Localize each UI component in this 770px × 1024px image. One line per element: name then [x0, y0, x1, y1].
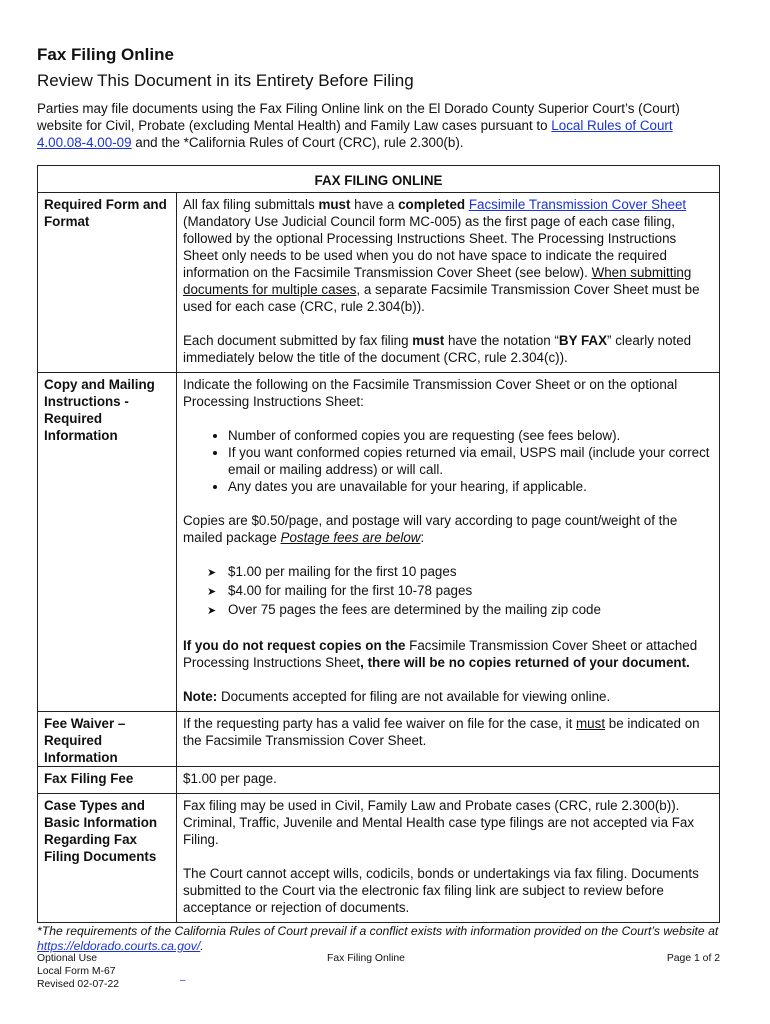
copy-mailing-content [177, 373, 720, 712]
page-title: Fax Filing Online [37, 45, 174, 64]
underlined-must: must [576, 716, 606, 731]
no-copies-paragraph [183, 637, 713, 671]
text: $4.00 for mailing for the first 10-78 pages [228, 583, 473, 598]
page-subtitle: Review This Document in its Entirety Before Filing [37, 71, 414, 90]
copy-mailing-label: Copy and Mailing Instructions - Required Information [38, 373, 177, 712]
text: *The requirements of the California Rules of Court prevail if a conflict exists with information provided on the Court’s website at [37, 924, 719, 938]
text: If the requesting party has a valid fee waiver on file for the case, it [183, 716, 577, 731]
fee-waiver-label: Fee Waiver – Required Information [38, 712, 177, 767]
arrow-bullet-icon: ➤ [207, 586, 217, 598]
footer-text: Optional Use [37, 953, 98, 964]
emphasis-must: must [412, 333, 445, 348]
underlined-text: When submitting documents for multiple cases [183, 265, 692, 297]
required-form-paragraph-2 [183, 332, 713, 366]
emphasis-by-fax: BY FAX [558, 333, 608, 348]
text: , there will be no copies returned of your document. [360, 655, 690, 670]
text: Facsimile Transmission Cover Sheet or attached Processing Instructions Sheet [183, 638, 698, 670]
document-page [37, 44, 720, 966]
intro-text-end: and the *California Rules of Court (CRC), rule 2.300(b). [131, 135, 464, 150]
arrow-bullet-icon: ➤ [207, 567, 217, 579]
text: . [200, 939, 204, 953]
fax-fee-content: $1.00 per page. [177, 767, 720, 794]
required-form-paragraph-1 [183, 196, 713, 315]
fax-filing-table [37, 165, 720, 923]
text: Each document submitted by fax filing [183, 333, 413, 348]
text: : [420, 530, 425, 545]
footnote [37, 924, 720, 954]
list-item: • Any dates you are unavailable for your hearing, if applicable. [228, 478, 713, 495]
text: $1.00 per mailing for the first 10 pages [228, 564, 457, 579]
text: be indicated on the Facsimile Transmission Cover Sheet. [183, 716, 700, 748]
copy-mailing-intro: Indicate the following on the Facsimile Transmission Cover Sheet or on the optional Processing Instructions Sheet: [183, 377, 678, 409]
footer-revised-date: Revised 02-07-22 [37, 979, 120, 990]
note-label: Note: [183, 689, 218, 704]
table-row [38, 767, 720, 794]
footer-page-number: Page 1 of 2 [666, 953, 720, 964]
table-header: FAX FILING ONLINE [38, 166, 720, 193]
footer-form-number: Local Form M-67 [37, 966, 116, 977]
table-row [38, 373, 720, 712]
table-row [38, 712, 720, 767]
court-website-link[interactable]: https://eldorado.courts.ca.gov/ [37, 939, 201, 953]
list-item [207, 601, 713, 620]
postage-fees-label: Postage fees are below [280, 530, 421, 545]
intro-text: Parties may file documents using the Fax Filing Online link on the El Dorado County Superior Court’s (Court) website for Civil, Probate (excluding Mental Health) and Family Law cases pursuant to [37, 101, 680, 133]
intro-paragraph [37, 100, 720, 151]
text: Copies are $0.50/page, and postage will vary according to page count/weight of the mailed package [183, 513, 678, 545]
footer-center: Fax Filing Online [327, 953, 405, 964]
table-row [38, 794, 720, 923]
required-form-content [177, 193, 720, 373]
required-form-label: Required Form and Format [38, 193, 177, 373]
list-item [207, 563, 713, 582]
case-types-label: Case Types and Basic Information Regarding Fax Filing Documents [38, 794, 177, 923]
table-row [38, 193, 720, 373]
emphasis-completed: completed [398, 197, 466, 212]
copies-fee-paragraph [183, 512, 713, 546]
case-types-content [177, 794, 720, 923]
case-types-paragraph-2: The Court cannot accept wills, codicils, bonds or undertakings via fax filing. Documents submitted to the Court via the electronic fax filing link are subject to review before acceptance or rejection of documents. [183, 866, 699, 915]
footer-left [37, 952, 119, 991]
table-header-row [38, 166, 720, 193]
list-item [207, 582, 713, 601]
copy-mailing-bullets [183, 427, 713, 495]
fee-waiver-paragraph [183, 715, 713, 749]
text: (Mandatory Use Judicial Council form MC-005) as the first page of each case filing, followed by the optional Processing Instructions Sheet. The Processing Instructions Sheet only needs to be used when you do not have space to indicate the required information on the Facsimile Transmission Cover Sheet (see below). [183, 214, 677, 280]
arrow-bullet-icon: ➤ [207, 605, 217, 617]
list-item: • Number of conformed copies you are requesting (see fees below). [228, 427, 713, 444]
text: If you do not request copies on the [183, 638, 406, 653]
text: Documents accepted for filing are not available for viewing online. [217, 689, 611, 704]
text: have the notation “ [444, 333, 559, 348]
local-rules-link[interactable]: Local Rules of Court 4.00.08-4.00-09 [37, 118, 673, 150]
cover-sheet-link[interactable]: Facsimile Transmission Cover Sheet [468, 197, 687, 212]
postage-fee-list [183, 563, 713, 620]
case-types-paragraph-1: Fax filing may be used in Civil, Family Law and Probate cases (CRC, rule 2.300(b)). Criminal, Traffic, Juvenile and Mental Health case type filings are not accepted via Fax Filing. [183, 798, 695, 847]
list-item: • If you want conformed copies returned via email, USPS mail (include your correct email or mailing address) or will call. [228, 444, 713, 478]
text: Over 75 pages the fees are determined by the mailing zip code [228, 602, 601, 617]
note-paragraph [183, 688, 713, 705]
text: , a separate Facsimile Transmission Cover Sheet must be used for each case (CRC, rule 2.304(b)). [183, 282, 700, 314]
fax-fee-label: Fax Filing Fee [38, 767, 177, 794]
text: All fax filing submittals [183, 197, 319, 212]
text: ” clearly noted immediately below the title of the document (CRC, rule 2.304(c)). [183, 333, 692, 365]
text: have a [350, 197, 399, 212]
fee-waiver-content [177, 712, 720, 767]
footer-dash: – [180, 975, 186, 986]
emphasis-must: must [318, 197, 351, 212]
